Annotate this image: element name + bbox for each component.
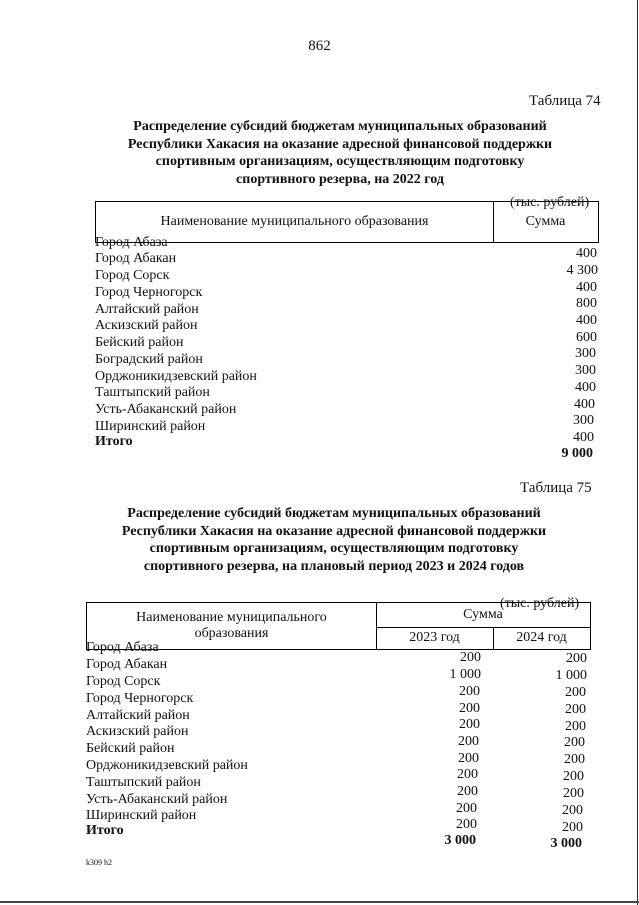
value-2023: 200 bbox=[457, 784, 478, 799]
value-2024: 200 bbox=[564, 752, 585, 767]
title-line: спортивного резерва, на плановый период 2023 и 2024 годов bbox=[143, 558, 525, 574]
value-2023: 200 bbox=[459, 717, 480, 732]
municipality-name: Орджоникидзевский район bbox=[86, 758, 248, 773]
value-2023: 200 bbox=[456, 817, 477, 832]
sum-value: 300 bbox=[575, 346, 596, 361]
municipality-name: Алтайский район bbox=[86, 708, 190, 723]
value-2024: 200 bbox=[563, 769, 584, 784]
title-line: спортивного резерва, на 2022 год bbox=[236, 171, 444, 187]
municipality-name: Ширинский район bbox=[95, 419, 206, 434]
title-line: Распределение субсидий бюджетам муниципальных образований bbox=[133, 119, 547, 134]
table-74-unit: (тыс. рублей) bbox=[510, 195, 590, 210]
municipality-name: Таштыпский район bbox=[86, 775, 201, 790]
table-75-title bbox=[34, 505, 634, 575]
value-2023: 200 bbox=[459, 684, 480, 699]
municipality-name: Город Сорск bbox=[86, 674, 161, 689]
sum-value: 400 bbox=[573, 430, 594, 445]
name-header-line: Наименование муниципального bbox=[136, 610, 327, 625]
sum-value: 400 bbox=[575, 380, 596, 395]
value-2024: 200 bbox=[562, 803, 583, 818]
municipality-name: Усть-Абаканский район bbox=[86, 792, 228, 807]
municipality-name: Боградский район bbox=[95, 352, 203, 367]
title-line: спортивным организациям, осуществляющим подготовку bbox=[149, 541, 519, 556]
municipality-name: Орджоникидзевский район bbox=[95, 369, 257, 384]
value-2023: 1 000 bbox=[449, 667, 481, 682]
municipality-name: Город Черногорск bbox=[95, 285, 203, 300]
name-header-line: образования bbox=[194, 626, 269, 641]
sum-value: 400 bbox=[576, 280, 597, 295]
municipality-name: Аскизский район bbox=[95, 318, 198, 333]
scan-bottom-line bbox=[0, 901, 639, 903]
municipality-name: Город Черногорск bbox=[86, 691, 194, 706]
sum-value: 800 bbox=[576, 296, 597, 311]
table-75-unit: (тыс. рублей) bbox=[500, 596, 580, 611]
municipality-name: Усть-Абаканский район bbox=[95, 402, 237, 417]
title-line: спортивным организациям, осуществляющим подготовку bbox=[155, 154, 525, 169]
table-75-label: Таблица 75 bbox=[520, 480, 592, 496]
value-2024: 200 bbox=[564, 735, 585, 750]
total-value: 9 000 bbox=[561, 446, 593, 461]
value-2024: 200 bbox=[565, 719, 586, 734]
municipality-name: Бейский район bbox=[86, 741, 175, 756]
value-2024: 1 000 bbox=[555, 668, 587, 683]
value-2024: 200 bbox=[565, 685, 586, 700]
value-2023: 200 bbox=[458, 734, 479, 749]
sum-value: 400 bbox=[576, 313, 597, 328]
year-2024-header: 2024 год bbox=[516, 630, 567, 645]
table-74-title bbox=[40, 118, 639, 188]
municipality-name: Город Абакан bbox=[86, 657, 168, 672]
table-75-header bbox=[86, 602, 591, 650]
total-label: Итого bbox=[86, 823, 124, 838]
value-2023: 200 bbox=[459, 701, 480, 716]
municipality-name: Алтайский район bbox=[95, 302, 199, 317]
municipality-name: Аскизский район bbox=[86, 724, 189, 739]
sum-value: 4 300 bbox=[566, 263, 598, 278]
value-2024: 200 bbox=[566, 651, 587, 666]
municipality-name: Бейский район bbox=[95, 335, 184, 350]
sum-value: 400 bbox=[576, 246, 597, 261]
page-number: 862 bbox=[308, 38, 331, 54]
value-2024: 200 bbox=[565, 702, 586, 717]
value-2024: 200 bbox=[562, 820, 583, 835]
title-line: Республики Хакасия на оказание адресной финансовой поддержки bbox=[121, 523, 547, 539]
value-2024: 200 bbox=[563, 786, 584, 801]
table-74-label: Таблица 74 bbox=[529, 93, 601, 109]
year-2023-header: 2023 год bbox=[376, 627, 494, 649]
municipality-name: Город Абаза bbox=[95, 235, 168, 250]
total-value-2024: 3 000 bbox=[550, 836, 582, 851]
sum-value: 400 bbox=[574, 397, 595, 412]
municipality-name: Город Абакан bbox=[95, 251, 177, 266]
value-2023: 200 bbox=[456, 801, 477, 816]
footer-code: k309 h2 bbox=[86, 858, 112, 867]
sum-value: 300 bbox=[573, 413, 594, 428]
value-2023: 200 bbox=[460, 650, 481, 665]
total-value-2023: 3 000 bbox=[444, 833, 476, 848]
name-column-header: Наименование муниципального образования bbox=[96, 202, 494, 242]
total-label: Итого bbox=[95, 434, 133, 449]
sum-value: 600 bbox=[576, 330, 597, 345]
scan-edge bbox=[637, 0, 638, 905]
value-2023: 200 bbox=[457, 767, 478, 782]
municipality-name: Ширинский район bbox=[86, 808, 197, 823]
value-2023: 200 bbox=[458, 751, 479, 766]
table-74-header bbox=[95, 201, 599, 243]
municipality-name: Таштыпский район bbox=[95, 385, 210, 400]
municipality-name: Город Сорск bbox=[95, 268, 170, 283]
municipality-name: Город Абаза bbox=[86, 640, 159, 655]
sum-column-header: Сумма bbox=[525, 214, 566, 229]
sum-value: 300 bbox=[575, 363, 596, 378]
sum-column-header: Сумма bbox=[376, 603, 590, 628]
title-line: Распределение субсидий бюджетам муниципальных образований bbox=[127, 506, 541, 521]
title-line: Республики Хакасия на оказание адресной финансовой поддержки bbox=[127, 136, 553, 152]
